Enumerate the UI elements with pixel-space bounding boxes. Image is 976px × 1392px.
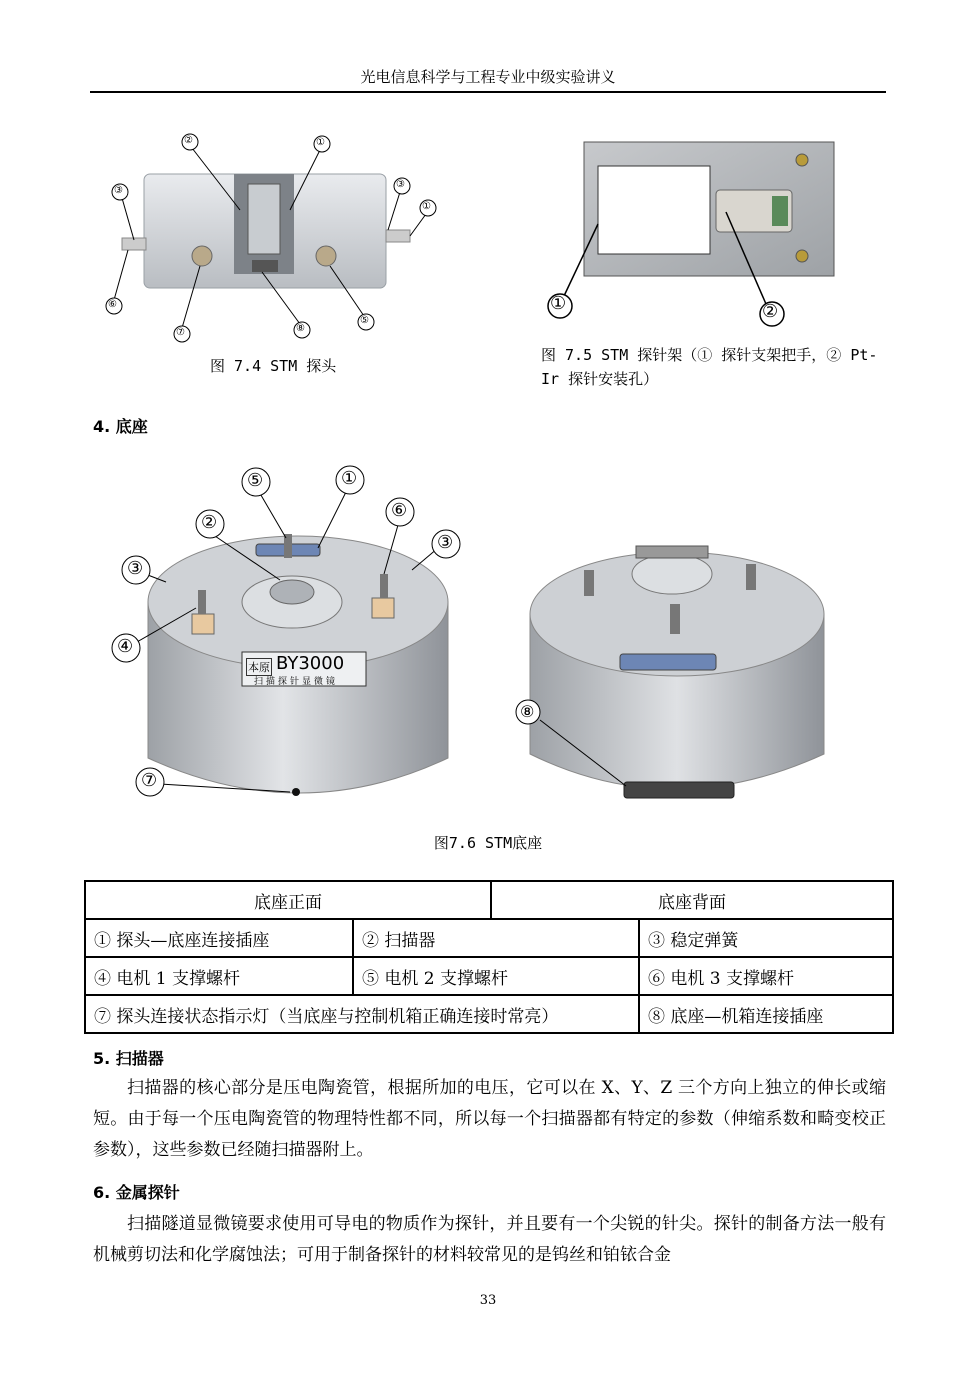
marker: ⑦ <box>141 770 158 791</box>
figure-7-4-marker-labels <box>100 128 450 343</box>
section-heading-base: 4. 底座 <box>93 417 148 436</box>
marker: ⑥ <box>108 299 117 310</box>
marker: ③ <box>396 179 405 190</box>
marker: ① <box>316 137 325 148</box>
figure-7-4-caption: 图 7.4 STM 探头 <box>210 357 337 375</box>
marker: ⑥ <box>391 500 408 521</box>
table-cell: ⑤ 电机 2 支撑螺杆 <box>353 957 639 995</box>
marker: ③ <box>114 185 123 196</box>
base-legend-table <box>84 880 894 1034</box>
figure-7-5-caption: 图 7.5 STM 探针架（① 探针支架把手，② Pt-Ir 探针安装孔） <box>541 346 878 388</box>
marker: ⑦ <box>176 327 185 338</box>
table-row <box>85 957 893 995</box>
marker: ② <box>184 135 193 146</box>
figure-7-5-marker-labels <box>540 140 840 330</box>
table-header-row <box>85 881 893 919</box>
page-number: 33 <box>479 1293 497 1308</box>
table-cell: ⑦ 探头连接状态指示灯（当底座与控制机箱正确连接时常亮） <box>85 995 639 1033</box>
marker: ⑧ <box>296 323 305 334</box>
section-heading-scanner: 5. 扫描器 <box>93 1049 164 1068</box>
figure-7-6-back-labels <box>500 524 840 814</box>
marker: ① <box>341 468 358 489</box>
marker: ② <box>201 512 218 533</box>
figure-7-6-caption: 图7.6 STM底座 <box>433 834 543 852</box>
section-body-metal-tip: 扫描隧道显微镜要求使用可导电的物质作为探针，并且要有一个尖锐的针尖。探针的制备方法一般有机械剪切法和化学腐蚀法；可用于制备探针的材料较常见的是钨丝和铂铱合金 <box>93 1214 886 1265</box>
table-row <box>85 995 893 1033</box>
marker: ① <box>422 201 431 212</box>
figure-7-6-front-labels <box>110 462 490 818</box>
marker: ⑤ <box>247 470 264 491</box>
table-cell: ④ 电机 1 支撑螺杆 <box>85 957 353 995</box>
section-heading-metal-tip: 6. 金属探针 <box>93 1183 180 1202</box>
table-row <box>85 919 893 957</box>
marker: ② <box>762 301 779 322</box>
running-header: 光电信息科学与工程专业中级实验讲义 <box>360 68 616 86</box>
table-cell: ⑧ 底座—机箱连接插座 <box>639 995 893 1033</box>
table-header-front: 底座正面 <box>85 881 491 919</box>
plate-model: BY3000 <box>276 653 345 674</box>
header-rule <box>90 91 886 93</box>
marker: ① <box>550 293 567 314</box>
table-cell: ⑥ 电机 3 支撑螺杆 <box>639 957 893 995</box>
plate-subtext: 扫描探针显微镜 <box>254 677 339 687</box>
section-body-scanner: 扫描器的核心部分是压电陶瓷管，根据所加的电压，它可以在 X、Y、Z 三个方向上独立的伸长或缩短。由于每一个压电陶瓷管的物理特性都不同，所以每一个扫描器都有特定的参数（伸缩系数和畸变校正参数），这些参数已经随扫描器附上。 <box>93 1078 886 1160</box>
table-cell: ① 探头—底座连接插座 <box>85 919 353 957</box>
marker: ⑧ <box>520 702 535 721</box>
marker: ④ <box>117 636 134 657</box>
table-header-back: 底座背面 <box>491 881 893 919</box>
plate-logo: 本原 <box>246 658 272 676</box>
marker: ③ <box>437 532 454 553</box>
marker: ⑤ <box>360 315 369 326</box>
marker: ③ <box>127 558 144 579</box>
table-cell: ③ 稳定弹簧 <box>639 919 893 957</box>
table-cell: ② 扫描器 <box>353 919 639 957</box>
